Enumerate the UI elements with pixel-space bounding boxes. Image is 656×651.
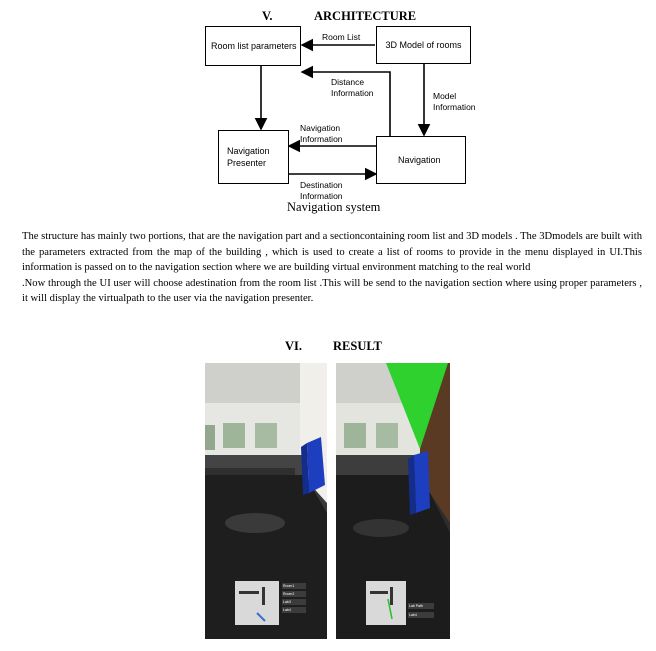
paragraph-line: The structure has mainly two portions, that are the navigation part and a sectioncontaining room list and 3D models . The 3Dmodels are built with the parameters extracted from the map of the building , which is used to create a list of rooms to provide in the menu displayed in UI.This information is passed on to the navigation section where we are building virtual environment matching to the real world bbox=[22, 231, 642, 274]
room-menu-item[interactable]: Room1 bbox=[282, 583, 306, 589]
box-label: Navigation Presenter bbox=[227, 146, 270, 168]
room-menu-item[interactable]: Lab3 bbox=[282, 599, 306, 605]
result-screenshot-left bbox=[205, 363, 327, 639]
result-screenshot-right bbox=[336, 363, 450, 639]
edge-label-distance-information: Distance Information bbox=[331, 77, 374, 98]
room-menu bbox=[408, 603, 434, 618]
classroom-photo-navigation bbox=[336, 363, 450, 639]
box-label: 3D Model of rooms bbox=[385, 40, 462, 50]
room-menu-item[interactable]: Room2 bbox=[282, 591, 306, 597]
section-number: VI. bbox=[285, 339, 303, 353]
section-title: ARCHITECTURE bbox=[314, 9, 417, 23]
classroom-photo bbox=[205, 363, 327, 639]
body-paragraph bbox=[22, 229, 642, 307]
box-label: Room list parameters bbox=[211, 41, 297, 51]
section-number: V. bbox=[262, 9, 273, 23]
room-menu-item[interactable]: Lab Path bbox=[408, 603, 434, 609]
edge-label-model-information: Model Information bbox=[433, 91, 476, 112]
edge-label-navigation-information: Navigation Information bbox=[300, 123, 343, 144]
box-navigation-presenter bbox=[218, 130, 289, 184]
box-navigation bbox=[376, 136, 466, 184]
figure-caption: Navigation system bbox=[287, 200, 381, 214]
room-menu bbox=[282, 583, 306, 615]
box-label: Navigation bbox=[398, 155, 441, 165]
section-title: RESULT bbox=[333, 339, 382, 353]
paragraph-line: .Now through the UI user will choose adestination from the room list .This will be send to the navigation section where using proper parameters , it will display the virtualpath to the user via the navigation presenter. bbox=[22, 277, 642, 305]
edge-label-destination-information: Destination Information bbox=[300, 180, 343, 201]
room-menu-item[interactable]: Lab4 bbox=[282, 607, 306, 613]
box-3d-model bbox=[376, 26, 471, 64]
section-heading-result bbox=[285, 339, 382, 354]
room-menu-item[interactable]: Lab4 bbox=[408, 612, 434, 618]
edge-label-room-list: Room List bbox=[322, 32, 361, 42]
box-room-list-parameters bbox=[205, 26, 301, 66]
